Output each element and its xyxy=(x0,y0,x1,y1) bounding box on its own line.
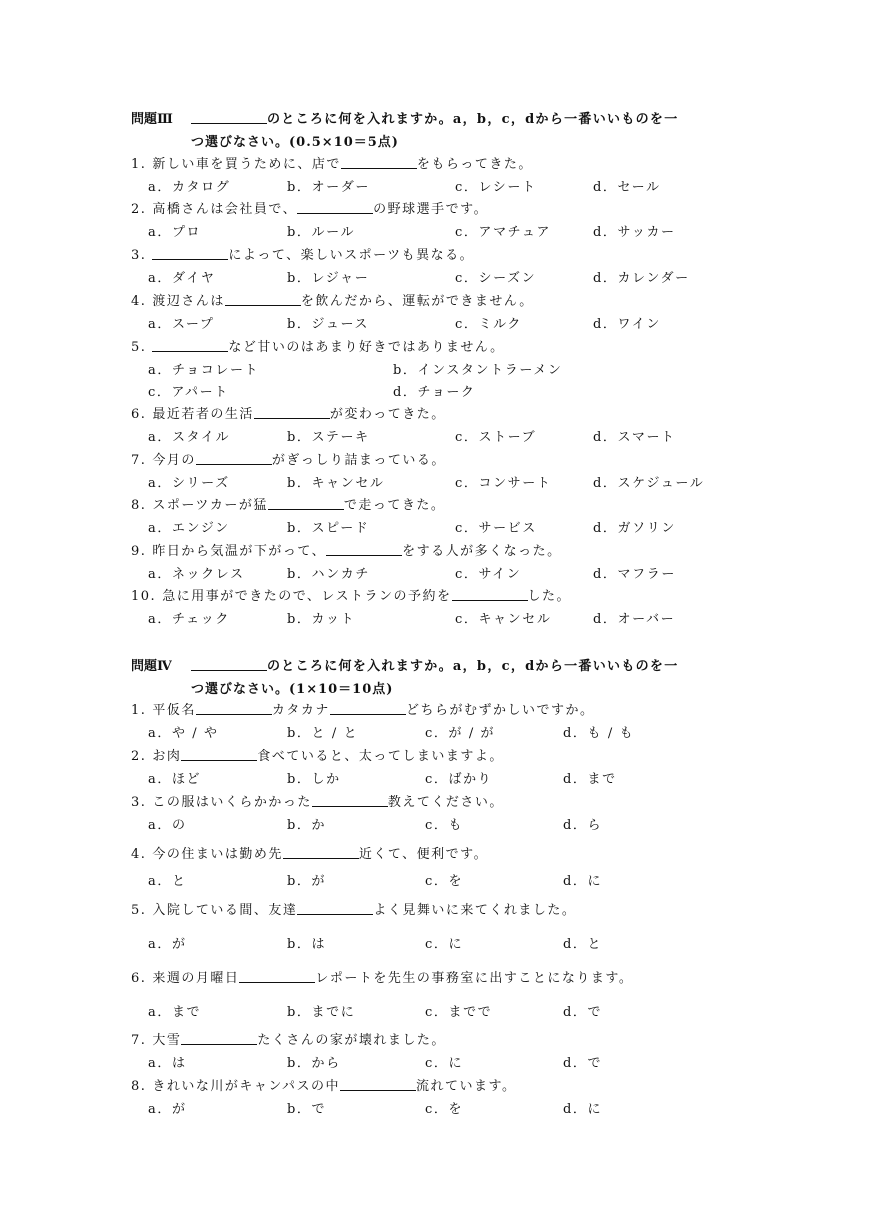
option-c[interactable]: c．アパート xyxy=(148,385,229,400)
option-b[interactable]: b．ステーキ xyxy=(287,430,370,445)
option-a[interactable]: a．ダイヤ xyxy=(148,271,216,286)
question-6 xyxy=(131,403,446,422)
question-text: 急に用事ができたので、レストランの予約を xyxy=(162,589,452,604)
question-8 xyxy=(131,494,445,513)
option-a[interactable]: a．の xyxy=(148,818,187,833)
option-a[interactable]: a．ネックレス xyxy=(148,567,245,582)
answer-blank[interactable] xyxy=(152,246,228,260)
question-text: 大雪 xyxy=(152,1033,182,1048)
answer-blank[interactable] xyxy=(340,1077,416,1091)
option-a[interactable]: a．エンジン xyxy=(148,521,230,536)
question-text: レポートを先生の事務室に出すことになります。 xyxy=(315,971,634,986)
question-text: たくさんの家が壊れました。 xyxy=(257,1033,446,1048)
question-number: 3. xyxy=(131,795,147,810)
option-d[interactable]: d．オーバー xyxy=(593,612,676,627)
option-a[interactable]: a．カタログ xyxy=(148,180,231,195)
option-a[interactable]: a．が xyxy=(148,1102,187,1117)
option-b[interactable]: b．キャンセル xyxy=(287,476,385,491)
option-a[interactable]: a．ほど xyxy=(148,772,202,787)
option-d[interactable]: d．に xyxy=(563,1102,603,1117)
question-9 xyxy=(131,540,562,559)
instruction-line-2: つ選びなさい。(0.5×10＝5点) xyxy=(191,135,399,150)
option-b[interactable]: b．レジャー xyxy=(287,271,370,286)
question-text: で走ってきた。 xyxy=(343,498,446,513)
option-d[interactable]: d．で xyxy=(563,1005,603,1020)
option-d[interactable]: d．ワイン xyxy=(593,317,661,332)
question-text: 食べていると、太ってしまいますよ。 xyxy=(257,749,504,764)
question-text: が変わってきた。 xyxy=(329,407,446,422)
question-2 xyxy=(131,198,488,217)
option-b[interactable]: b．ルール xyxy=(287,225,356,240)
question-4 xyxy=(131,843,488,862)
option-c[interactable]: c．ミルク xyxy=(455,317,523,332)
answer-blank[interactable] xyxy=(254,405,330,419)
option-c[interactable]: c．ばかり xyxy=(425,772,493,787)
question-number: 2. xyxy=(131,749,147,764)
question-text: をする人が多くなった。 xyxy=(402,544,562,559)
option-c[interactable]: c．が / が xyxy=(425,726,496,741)
question-number: 4. xyxy=(131,847,147,862)
instruction-text: のところに何を入れますか。a，b，c，dから一番いいものを一 xyxy=(267,112,679,127)
question-text: 来週の月曜日 xyxy=(152,971,240,986)
question-text: した。 xyxy=(527,589,572,604)
question-4 xyxy=(131,290,534,309)
option-d[interactable]: d．と xyxy=(563,937,603,952)
question-number: 1. xyxy=(131,703,147,718)
answer-blank[interactable] xyxy=(181,1031,257,1045)
question-text: 今の住まいは勤め先 xyxy=(152,847,283,862)
question-text: を飲んだから、運転ができません。 xyxy=(300,294,534,309)
option-c[interactable]: c．に xyxy=(425,937,464,952)
option-d[interactable]: d．セール xyxy=(593,180,661,195)
option-c[interactable]: c．までで xyxy=(425,1005,493,1020)
option-a[interactable]: a．スタイル xyxy=(148,430,231,445)
instruction-line-1 xyxy=(191,108,679,127)
option-c[interactable]: c．アマチュア xyxy=(455,225,552,240)
answer-blank[interactable] xyxy=(191,110,267,124)
option-b[interactable]: b．カット xyxy=(287,612,356,627)
answer-blank[interactable] xyxy=(312,793,388,807)
question-text: よく見舞いに来てくれました。 xyxy=(373,903,577,918)
answer-blank[interactable] xyxy=(152,338,228,352)
option-a[interactable]: a．シリーズ xyxy=(148,476,230,491)
question-number: 3. xyxy=(131,248,147,263)
question-10 xyxy=(131,585,571,604)
question-3 xyxy=(131,244,474,263)
option-b[interactable]: b．か xyxy=(287,818,327,833)
question-text: スポーツカーが猛 xyxy=(152,498,268,513)
section-label: 問題Ⅲ xyxy=(131,112,173,127)
question-number: 1. xyxy=(131,157,147,172)
answer-blank[interactable] xyxy=(181,747,257,761)
question-1 xyxy=(131,699,594,718)
answer-blank[interactable] xyxy=(341,155,417,169)
question-number: 2. xyxy=(131,202,147,217)
question-text: がぎっしり詰まっている。 xyxy=(271,453,446,468)
option-b[interactable]: b．しか xyxy=(287,772,341,787)
option-b[interactable]: b．までに xyxy=(287,1005,356,1020)
option-c[interactable]: c．ストーブ xyxy=(455,430,537,445)
option-c[interactable]: c．サイン xyxy=(455,567,522,582)
question-text: カタカナ xyxy=(271,703,330,718)
question-text: 平仮名 xyxy=(152,703,196,718)
answer-blank[interactable] xyxy=(283,845,359,859)
answer-blank[interactable] xyxy=(297,200,373,214)
instruction-text: のところに何を入れますか。a，b，c，dから一番いいものを一 xyxy=(267,659,679,674)
option-c[interactable]: c．を xyxy=(425,1102,464,1117)
answer-blank[interactable] xyxy=(297,901,373,915)
question-text: どちらがむずかしいですか。 xyxy=(405,703,595,718)
option-d[interactable]: d．サッカー xyxy=(593,225,676,240)
option-d[interactable]: d．スマート xyxy=(593,430,676,445)
question-number: 4. xyxy=(131,294,147,309)
option-d[interactable]: d．チョーク xyxy=(393,385,476,400)
answer-blank[interactable] xyxy=(196,451,272,465)
question-5 xyxy=(131,336,505,355)
option-b[interactable]: b．ハンカチ xyxy=(287,567,370,582)
question-number: 8. xyxy=(131,498,147,513)
question-7 xyxy=(131,1029,446,1048)
instruction-line-1 xyxy=(191,655,679,674)
question-text: この服はいくらかかった xyxy=(152,795,312,810)
question-text: 近くて、便利です。 xyxy=(358,847,489,862)
option-b[interactable]: b．が xyxy=(287,874,327,889)
question-text: 教えてください。 xyxy=(387,795,504,810)
option-a[interactable]: a．は xyxy=(148,1056,187,1071)
question-1 xyxy=(131,153,533,172)
answer-blank[interactable] xyxy=(330,701,406,715)
answer-blank[interactable] xyxy=(191,657,267,671)
option-b[interactable]: b．で xyxy=(287,1102,327,1117)
question-text: 流れています。 xyxy=(416,1079,517,1094)
answer-blank[interactable] xyxy=(326,542,402,556)
option-d[interactable]: d．まで xyxy=(563,772,617,787)
question-number: 6. xyxy=(131,971,147,986)
question-6 xyxy=(131,967,633,986)
option-c[interactable]: c．を xyxy=(425,874,464,889)
option-b[interactable]: b．ジュース xyxy=(287,317,370,332)
option-a[interactable]: a．チョコレート xyxy=(148,363,260,378)
answer-blank[interactable] xyxy=(452,587,528,601)
answer-blank[interactable] xyxy=(239,969,315,983)
question-number: 9. xyxy=(131,544,147,559)
question-3 xyxy=(131,791,504,810)
option-b[interactable]: b．オーダー xyxy=(287,180,370,195)
question-number: 7. xyxy=(131,453,147,468)
option-a[interactable]: a．チェック xyxy=(148,612,230,627)
question-7 xyxy=(131,449,446,468)
option-d[interactable]: d．で xyxy=(563,1056,603,1071)
question-text: 入院している間、友達 xyxy=(152,903,298,918)
question-text: お肉 xyxy=(152,749,182,764)
question-5 xyxy=(131,899,576,918)
option-d[interactable]: d．カレンダー xyxy=(593,271,690,286)
option-d[interactable]: d．ガソリン xyxy=(593,521,676,536)
option-b[interactable]: b．から xyxy=(287,1056,341,1071)
question-number: 7. xyxy=(131,1033,147,1048)
question-2 xyxy=(131,745,504,764)
question-text: 新しい車を買うために、店で xyxy=(152,157,341,172)
question-text: の野球選手です。 xyxy=(373,202,489,217)
option-c[interactable]: c．サービス xyxy=(455,521,537,536)
option-a[interactable]: a．プロ xyxy=(148,225,202,240)
section-label: 問題Ⅳ xyxy=(131,659,172,674)
question-text: 今月の xyxy=(152,453,196,468)
option-a[interactable]: a．スープ xyxy=(148,317,215,332)
question-number: 6. xyxy=(131,407,147,422)
option-c[interactable]: c．も xyxy=(425,818,464,833)
question-text: など甘いのはあまり好きではありません。 xyxy=(228,340,505,355)
question-8 xyxy=(131,1075,516,1094)
answer-blank[interactable] xyxy=(196,701,272,715)
question-text: によって、楽しいスポーツも異なる。 xyxy=(228,248,475,263)
option-d[interactable]: d．に xyxy=(563,874,603,889)
question-text: 渡辺さんは xyxy=(152,294,225,309)
question-text: 高橋さんは会社員で、 xyxy=(152,202,298,217)
option-c[interactable]: c．に xyxy=(425,1056,464,1071)
option-a[interactable]: a．が xyxy=(148,937,187,952)
question-text: 昨日から気温が下がって、 xyxy=(152,544,327,559)
question-text: きれいな川がキャンパスの中 xyxy=(152,1079,340,1094)
option-d[interactable]: d．も / も xyxy=(563,726,635,741)
question-number: 5. xyxy=(131,903,147,918)
option-a[interactable]: a．まで xyxy=(148,1005,202,1020)
option-c[interactable]: c．キャンセル xyxy=(455,612,552,627)
option-b[interactable]: b．と / と xyxy=(287,726,359,741)
option-d[interactable]: d．ら xyxy=(563,818,603,833)
option-b[interactable]: b．インスタントラーメン xyxy=(393,363,563,378)
option-c[interactable]: c．シーズン xyxy=(455,271,537,286)
answer-blank[interactable] xyxy=(268,496,344,510)
option-b[interactable]: b．スピード xyxy=(287,521,370,536)
option-b[interactable]: b．は xyxy=(287,937,327,952)
option-d[interactable]: d．マフラー xyxy=(593,567,676,582)
question-number: 8. xyxy=(131,1079,147,1094)
question-number: 5. xyxy=(131,340,147,355)
answer-blank[interactable] xyxy=(225,292,301,306)
option-a[interactable]: a．と xyxy=(148,874,187,889)
option-a[interactable]: a．や / や xyxy=(148,726,219,741)
instruction-line-2: つ選びなさい。(1×10＝10点) xyxy=(191,682,394,697)
question-number: 10. xyxy=(131,589,157,604)
option-c[interactable]: c．コンサート xyxy=(455,476,552,491)
option-c[interactable]: c．レシート xyxy=(455,180,537,195)
question-text: をもらってきた。 xyxy=(416,157,533,172)
option-d[interactable]: d．スケジュール xyxy=(593,476,705,491)
question-text: 最近若者の生活 xyxy=(152,407,254,422)
